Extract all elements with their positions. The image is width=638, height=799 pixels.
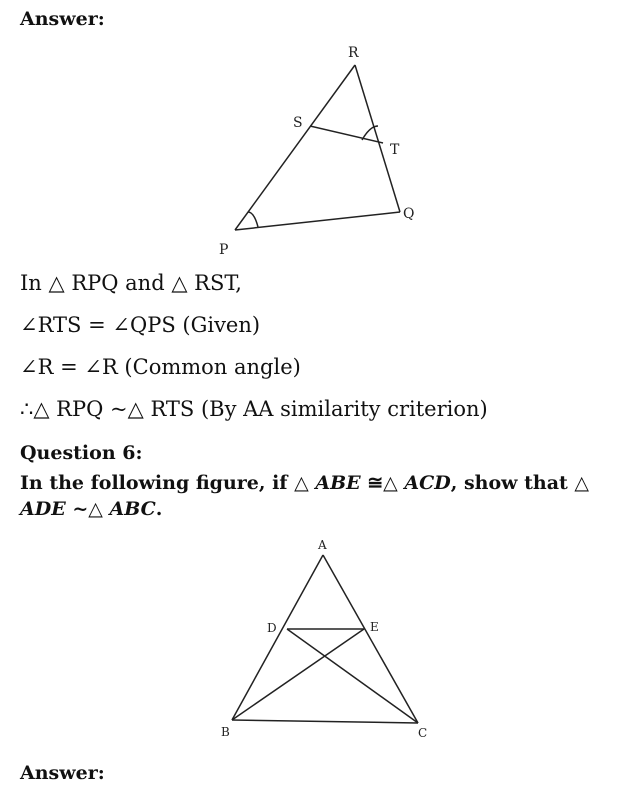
side-ab bbox=[232, 555, 323, 720]
question-text-line-2 bbox=[20, 498, 162, 520]
question-text-line-1 bbox=[20, 472, 589, 494]
label-r: R bbox=[348, 45, 359, 61]
triangle-acd: ACD bbox=[404, 472, 451, 494]
segment-be bbox=[232, 629, 364, 720]
answer-heading-2: Answer: bbox=[20, 762, 105, 784]
side-ac bbox=[323, 555, 418, 723]
angle-mark-p bbox=[248, 212, 258, 227]
label-c: C bbox=[418, 726, 428, 740]
label-a: A bbox=[318, 538, 327, 552]
label-d: D bbox=[267, 621, 277, 635]
question-text-part: , show that △ bbox=[450, 472, 590, 494]
side-pq bbox=[235, 212, 400, 230]
side-pr bbox=[235, 65, 355, 230]
segment-dc bbox=[287, 629, 418, 723]
side-bc bbox=[232, 720, 418, 723]
question-text-part: ~△ bbox=[65, 498, 110, 520]
question-text-part: ≅△ bbox=[360, 472, 405, 494]
label-q: Q bbox=[403, 206, 415, 222]
question-title: Question 6: bbox=[20, 442, 143, 464]
proof-line-2: ∠RTS = ∠QPS (Given) bbox=[20, 313, 261, 337]
triangle-abe: ABE bbox=[315, 472, 361, 494]
label-p: P bbox=[219, 242, 229, 258]
label-b: B bbox=[221, 725, 230, 739]
label-t: T bbox=[390, 142, 400, 158]
label-e: E bbox=[370, 620, 379, 634]
answer-heading-1: Answer: bbox=[20, 8, 105, 30]
question-text-part: In the following figure, if △ bbox=[20, 472, 316, 494]
proof-line-3: ∠R = ∠R (Common angle) bbox=[20, 355, 301, 379]
triangle-figure-rpq bbox=[200, 40, 440, 265]
question-text-part: . bbox=[155, 498, 163, 520]
label-s: S bbox=[293, 115, 303, 131]
triangle-figure-abc bbox=[210, 535, 440, 745]
triangle-abc: ABC bbox=[109, 498, 156, 520]
triangle-ade: ADE bbox=[20, 498, 66, 520]
proof-line-1: In △ RPQ and △ RST, bbox=[20, 271, 242, 295]
proof-line-4: ∴△ RPQ ~△ RTS (By AA similarity criterion) bbox=[20, 397, 488, 421]
